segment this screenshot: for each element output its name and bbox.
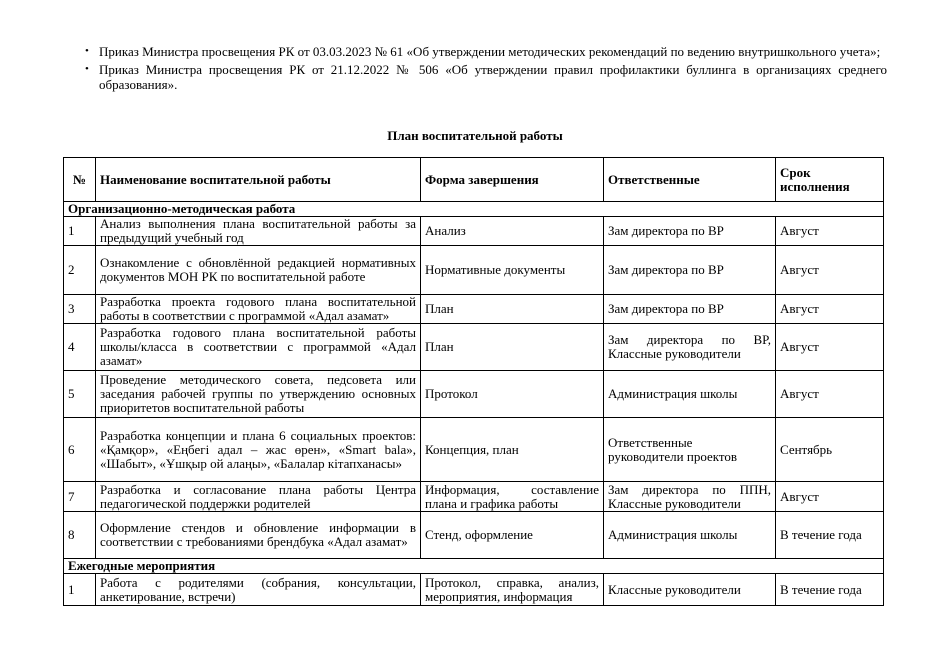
row-form: Анализ xyxy=(421,217,604,246)
table-row xyxy=(64,574,884,606)
row-form: План xyxy=(421,295,604,324)
row-deadline: Август xyxy=(776,324,884,371)
plan-table xyxy=(63,157,884,606)
row-responsible: Зам директора по ППН, Классные руководители xyxy=(604,482,776,512)
orders-list xyxy=(63,44,887,95)
row-num: 3 xyxy=(64,295,96,324)
row-form: Информация, составление плана и графика работы xyxy=(421,482,604,512)
table-row xyxy=(64,482,884,512)
row-responsible: Классные руководители xyxy=(604,574,776,606)
row-deadline: Август xyxy=(776,246,884,295)
row-form: Нормативные документы xyxy=(421,246,604,295)
header-num: № xyxy=(64,158,96,202)
header-responsible: Ответственные xyxy=(604,158,776,202)
section-title: Организационно-методическая работа xyxy=(64,202,884,217)
row-name: Проведение методического совета, педсовета или заседания рабочей группы по утверждению основных приоритетов воспитательной работы xyxy=(96,371,421,418)
row-deadline: Август xyxy=(776,371,884,418)
row-deadline: Сентябрь xyxy=(776,418,884,482)
section-title: Ежегодные мероприятия xyxy=(64,559,884,574)
row-deadline: Август xyxy=(776,482,884,512)
row-responsible: Зам директора по ВР xyxy=(604,217,776,246)
row-deadline: В течение года xyxy=(776,512,884,559)
row-name: Работа с родителями (собрания, консультации, анкетирование, встречи) xyxy=(96,574,421,606)
row-form: План xyxy=(421,324,604,371)
row-responsible: Ответственные руководители проектов xyxy=(604,418,776,482)
bullet-icon: • xyxy=(85,45,89,57)
row-num: 4 xyxy=(64,324,96,371)
table-row xyxy=(64,371,884,418)
row-deadline: В течение года xyxy=(776,574,884,606)
order-text: Приказ Министра просвещения РК от 21.12.2022 № 506 «Об утверждении правил профилактики буллинга в организациях среднего образования». xyxy=(99,62,887,92)
table-header-row xyxy=(64,158,884,202)
row-responsible: Администрация школы xyxy=(604,371,776,418)
row-num: 1 xyxy=(64,574,96,606)
row-name: Оформление стендов и обновление информации в соответствии с требованиями брендбука «Адал азамат» xyxy=(96,512,421,559)
row-num: 2 xyxy=(64,246,96,295)
header-deadline: Срок исполнения xyxy=(776,158,884,202)
row-name: Анализ выполнения плана воспитательной работы за предыдущий учебный год xyxy=(96,217,421,246)
row-name: Разработка концепции и плана 6 социальных проектов: «Қамқор», «Еңбегі адал – жас өрен», «Smart bala», «Шабыт», «Ұшқыр ой алаңы», «Балалар кітапханасы» xyxy=(96,418,421,482)
row-form: Протокол, справка, анализ, мероприятия, информация xyxy=(421,574,604,606)
table-row xyxy=(64,324,884,371)
row-form: Концепция, план xyxy=(421,418,604,482)
row-responsible: Зам директора по ВР xyxy=(604,246,776,295)
row-responsible: Зам директора по ВР, Классные руководители xyxy=(604,324,776,371)
row-deadline: Август xyxy=(776,217,884,246)
row-form: Протокол xyxy=(421,371,604,418)
row-num: 6 xyxy=(64,418,96,482)
section-row xyxy=(64,202,884,217)
order-item xyxy=(63,44,887,59)
bullet-icon: • xyxy=(85,63,89,75)
table-row xyxy=(64,295,884,324)
table-row xyxy=(64,246,884,295)
row-responsible: Зам директора по ВР xyxy=(604,295,776,324)
header-form: Форма завершения xyxy=(421,158,604,202)
row-name: Разработка и согласование плана работы Центра педагогической поддержки родителей xyxy=(96,482,421,512)
row-num: 1 xyxy=(64,217,96,246)
row-num: 5 xyxy=(64,371,96,418)
row-name: Разработка проекта годового плана воспитательной работы в соответствии с программой «Адал азамат» xyxy=(96,295,421,324)
row-deadline: Август xyxy=(776,295,884,324)
row-responsible: Администрация школы xyxy=(604,512,776,559)
table-row xyxy=(64,512,884,559)
plan-title: План воспитательной работы xyxy=(387,128,563,143)
row-name: Разработка годового плана воспитательной работы школы/класса в соответствии с программой «Адал азамат» xyxy=(96,324,421,371)
row-form: Стенд, оформление xyxy=(421,512,604,559)
row-num: 7 xyxy=(64,482,96,512)
row-num: 8 xyxy=(64,512,96,559)
header-name: Наименование воспитательной работы xyxy=(96,158,421,202)
section-row xyxy=(64,559,884,574)
row-name: Ознакомление с обновлённой редакцией нормативных документов МОН РК по воспитательной работе xyxy=(96,246,421,295)
table-row xyxy=(64,418,884,482)
table-row xyxy=(64,217,884,246)
order-text: Приказ Министра просвещения РК от 03.03.2023 № 61 «Об утверждении методических рекомендаций по ведению внутришкольного учета»; xyxy=(99,44,881,59)
order-item xyxy=(63,62,887,92)
